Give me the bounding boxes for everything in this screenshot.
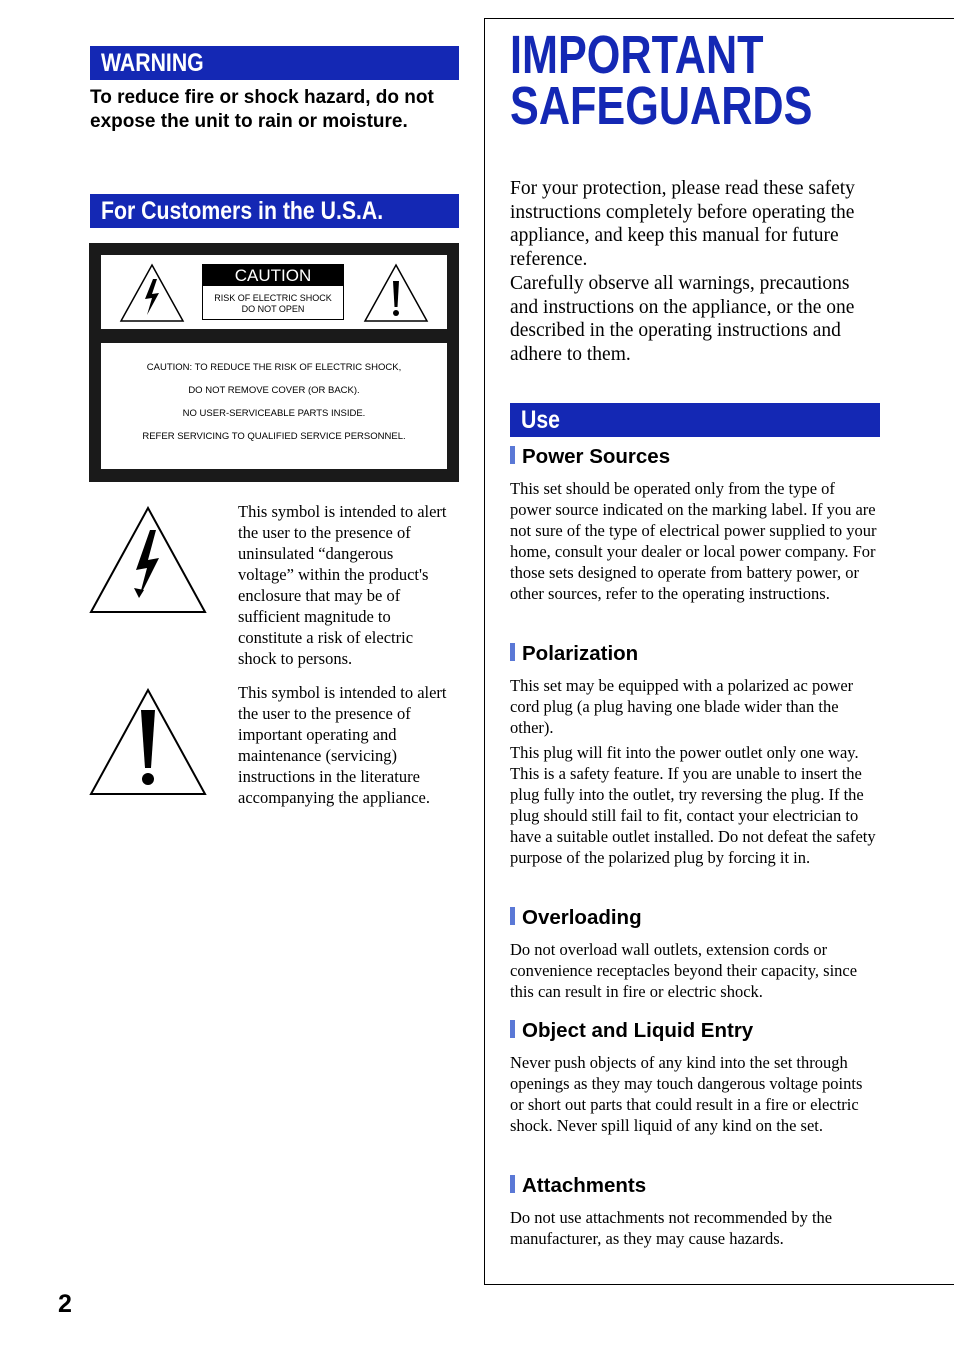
- section-paragraph: Do not overload wall outlets, extension cords or convenience receptacles beyond their capacity, since this can result in fire or electric shock.: [510, 940, 858, 1001]
- section-heading-polarization: [510, 642, 638, 666]
- use-heading-bar: [510, 403, 880, 437]
- section-heading-object-liquid-entry: [510, 1019, 753, 1043]
- notice-line: DO NOT REMOVE COVER (OR BACK).: [188, 385, 360, 396]
- section-title: Attachments: [522, 1174, 647, 1197]
- page-title: [510, 25, 888, 136]
- section-title: Object and Liquid Entry: [522, 1019, 754, 1042]
- lightning-warning-icon: [89, 506, 207, 614]
- title-line1: IMPORTANT: [510, 25, 764, 85]
- notice-line: REFER SERVICING TO QUALIFIED SERVICE PERSONNEL.: [142, 431, 406, 442]
- section-paragraph: This set should be operated only from the type of power source indicated on the marking label. If you are not sure of the type of electrical power supplied to your home, consult your dealer or local power company. For those sets designed to operate from battery power, or other sources, refer to the operating instructions.: [510, 479, 877, 603]
- warning-heading-bar: [90, 46, 459, 80]
- intro-paragraph: For your protection, please read these safety instructions completely before operating the appliance, and keep this manual for future reference.: [510, 178, 855, 271]
- section-paragraph: This plug will fit into the power outlet only one way. This is a safety feature. If you are unable to insert the plug fully into the outlet, try reversing the plug. If the plug should still fail to fit, contact your electrician to have a suitable outlet installed. Do not defeat the safety purpose of the polarized plug by forcing it in.: [510, 743, 876, 867]
- caution-title: CAUTION: [203, 265, 343, 286]
- section-paragraph: Do not use attachments not recommended by the manufacturer, as they may cause hazards.: [510, 1208, 833, 1248]
- lightning-warning-icon: [119, 263, 185, 323]
- lightning-symbol-description: This symbol is intended to alert the user to the presence of uninsulated “dangerous voltage” within the product's enclosure that may be of sufficient magnitude to constitute a risk of electric shock to persons.: [238, 502, 447, 668]
- section-heading-attachments: [510, 1174, 646, 1198]
- title-line2: SAFEGUARDS: [510, 76, 813, 136]
- customers-heading-bar: [90, 194, 459, 228]
- caution-label-notice: [101, 343, 447, 469]
- caution-line2: DO NOT OPEN: [241, 304, 305, 314]
- use-heading: Use: [521, 406, 560, 434]
- notice-lines: [101, 361, 447, 453]
- exclamation-warning-icon: [363, 263, 429, 323]
- exclamation-warning-icon: [89, 688, 207, 796]
- section-heading-overloading: [510, 906, 642, 930]
- heading-marker: [510, 1020, 515, 1038]
- caution-subtext: [203, 293, 343, 315]
- section-paragraph: Never push objects of any kind into the set through openings as they may touch dangerous voltage points or short out parts that could result in a fire or electric shock. Never spill liquid of any kind on the set.: [510, 1053, 863, 1135]
- heading-marker: [510, 907, 515, 925]
- notice-line: NO USER-SERVICEABLE PARTS INSIDE.: [182, 408, 366, 419]
- customers-heading: For Customers in the U.S.A.: [101, 197, 384, 225]
- page-number: 2: [58, 1290, 72, 1318]
- heading-marker: [510, 1175, 515, 1193]
- heading-marker: [510, 446, 515, 464]
- intro-paragraph: Carefully observe all warnings, precautions and instructions on the appliance, or the one described in the operating instructions and adhere to them.: [510, 273, 855, 366]
- section-paragraph: This set may be equipped with a polarized ac power cord plug (a plug having one blade wider than the other).: [510, 676, 854, 737]
- section-title: Power Sources: [522, 445, 671, 468]
- caution-box: [202, 264, 344, 320]
- caution-label: [89, 243, 459, 482]
- warning-text: To reduce fire or shock hazard, do not expose the unit to rain or moisture.: [90, 87, 434, 132]
- section-heading-power-sources: [510, 445, 670, 469]
- caution-line1: RISK OF ELECTRIC SHOCK: [214, 293, 332, 303]
- section-title: Polarization: [522, 642, 639, 665]
- heading-marker: [510, 643, 515, 661]
- exclamation-symbol-description: This symbol is intended to alert the user to the presence of important operating and maintenance (servicing) instructions in the literature accompanying the appliance.: [238, 683, 447, 807]
- notice-line: CAUTION: TO REDUCE THE RISK OF ELECTRIC SHOCK,: [146, 362, 402, 373]
- warning-heading: WARNING: [101, 49, 204, 77]
- section-title: Overloading: [522, 906, 642, 929]
- caution-label-top: [101, 255, 447, 329]
